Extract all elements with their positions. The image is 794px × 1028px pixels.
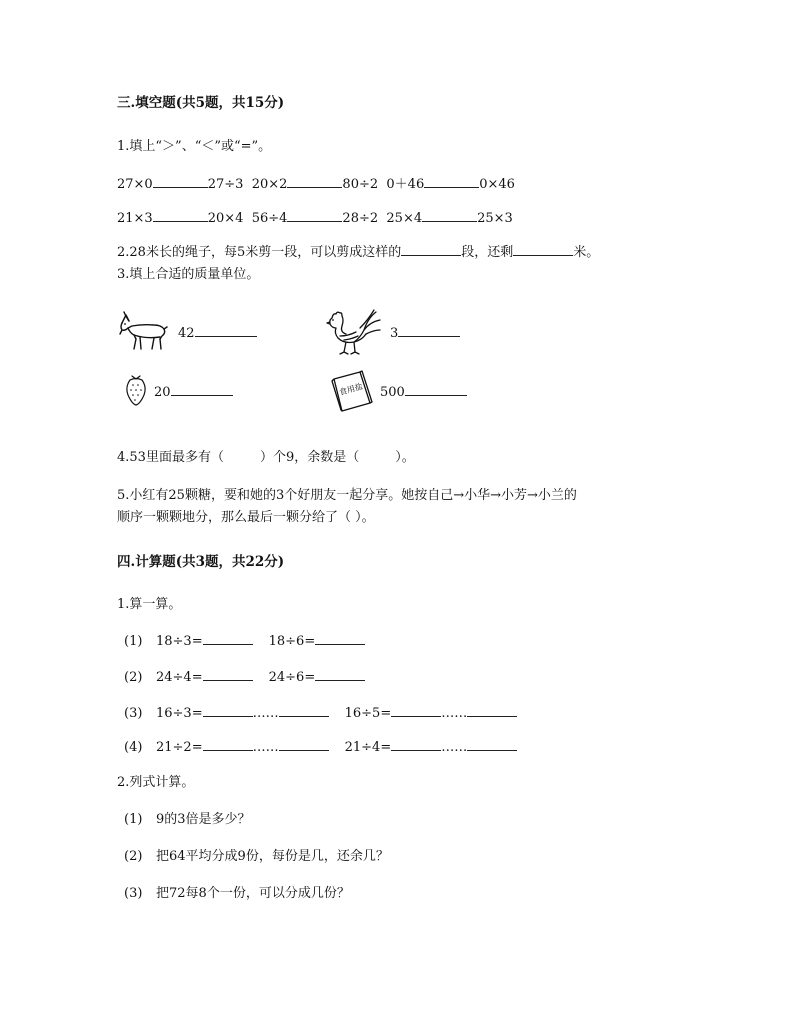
word-problem-text: 9的3倍是多少？ [156,812,251,827]
calc-expr: 24÷4= [156,670,203,685]
calc-expr: 16÷5= [344,706,392,721]
q1-row2-expr: 21×3 [117,211,153,226]
salt-answer [380,383,467,402]
remainder-dots: …… [252,706,279,721]
q4-part1: 4.53里面最多有（ [117,450,224,465]
calc-row [124,738,517,757]
q1-row2 [117,209,513,228]
answer-blank[interactable] [315,668,365,681]
q1-prompt: 1.填上“＞”、“＜”或“=”。 [117,139,272,154]
q4-text [117,449,415,467]
salt-bag-label: 食用盐 [338,381,364,398]
calc-row [124,668,365,687]
answer-blank[interactable] [171,383,233,396]
calc-row-num: (4) [124,740,143,755]
q5-line2: 顺序一颗颗地分，那么最后一颗分给了（ ）。 [117,510,375,525]
section3-heading: 三.填空题(共5题，共15分) [117,95,285,111]
q1-row1-expr: 0＋46 [386,177,425,192]
calc-expr: 21÷4= [344,740,392,755]
answer-blank[interactable] [203,738,253,751]
answer-blank[interactable] [467,704,517,717]
calc-expr: 16÷3= [156,706,203,721]
calc-row-num: (1) [124,634,143,649]
section4-heading: 四.计算题(共3题，共22分) [117,554,285,570]
q1-row1-expr: 80÷2 [342,177,379,192]
remainder-dots: …… [441,706,468,721]
q1-row2-expr: 20×4 [207,211,244,226]
goat-icon [116,309,168,353]
answer-blank[interactable] [287,209,342,222]
goat-value: 42 [178,326,195,341]
answer-blank[interactable] [391,738,441,751]
answer-blank[interactable] [153,209,208,222]
answer-blank[interactable] [401,243,461,256]
q1-row1-expr: 20×2 [251,177,288,192]
word-problem [124,848,389,866]
word-problem [124,885,350,903]
rooster-answer [390,324,460,343]
q1-row2-expr: 25×3 [477,211,513,226]
word-problem-num: (2) [124,849,143,864]
q2-part1: 2.28米长的绳子，每5米剪一段，可以剪成这样的 [117,245,402,260]
q1-row1 [117,175,515,194]
word-problem [124,811,251,829]
q1-row2-expr: 25×4 [386,211,423,226]
rooster-icon [324,306,384,358]
answer-blank[interactable] [279,704,329,717]
q5-line1: 5.小红有25颗糖，要和她的3个好朋友一起分享。她按自己→小华→小芳→小兰的 [117,488,577,503]
q3-prompt: 3.填上合适的质量单位。 [117,267,260,282]
word-problem-text: 把72每8个一份，可以分成几份？ [156,886,350,901]
calc-expr: 21÷2= [156,740,203,755]
calc-row-num: (3) [124,706,143,721]
answer-blank[interactable] [398,324,460,337]
calc-q2-prompt: 2.列式计算。 [117,775,195,790]
answer-blank[interactable] [287,175,342,188]
answer-blank[interactable] [153,175,208,188]
strawberry-answer [154,383,233,402]
calc-q1-prompt: 1.算一算。 [117,597,182,612]
q1-row2-expr: 28÷2 [342,211,379,226]
goat-answer [178,324,257,343]
q1-row1-expr: 27×0 [117,177,153,192]
remainder-dots: …… [441,740,468,755]
salt-bag-icon [330,369,374,413]
q2-part2: 段，还剩 [461,245,514,260]
calc-row-num: (2) [124,670,143,685]
answer-blank[interactable] [203,668,253,681]
answer-blank[interactable] [203,704,253,717]
strawberry-value: 20 [154,385,171,400]
calc-expr: 18÷3= [156,634,203,649]
calc-row [124,632,365,651]
word-problem-num: (1) [124,812,143,827]
answer-blank[interactable] [195,324,257,337]
calc-expr: 24÷6= [268,670,316,685]
q1-row1-expr: 27÷3 [207,177,244,192]
answer-blank[interactable] [422,209,477,222]
calc-expr: 18÷6= [268,634,316,649]
calc-row [124,704,517,723]
word-problem-num: (3) [124,886,143,901]
q1-row2-expr: 56÷4 [251,211,288,226]
answer-blank[interactable] [424,175,479,188]
remainder-dots: …… [252,740,279,755]
q4-part3: ）。 [395,450,415,465]
q2-part3: 米。 [573,245,600,260]
salt-value: 500 [380,385,405,400]
strawberry-icon [124,373,148,407]
answer-blank[interactable] [203,632,253,645]
answer-blank[interactable] [315,632,365,645]
q4-part2: ）个9，余数是（ [259,450,360,465]
answer-blank[interactable] [467,738,517,751]
rooster-value: 3 [390,326,399,341]
q2-text [117,243,599,262]
answer-blank[interactable] [405,383,467,396]
answer-blank[interactable] [279,738,329,751]
answer-blank[interactable] [391,704,441,717]
answer-blank[interactable] [513,243,573,256]
word-problem-text: 把64平均分成9份，每份是几，还余几？ [156,849,389,864]
q1-row1-expr: 0×46 [479,177,515,192]
